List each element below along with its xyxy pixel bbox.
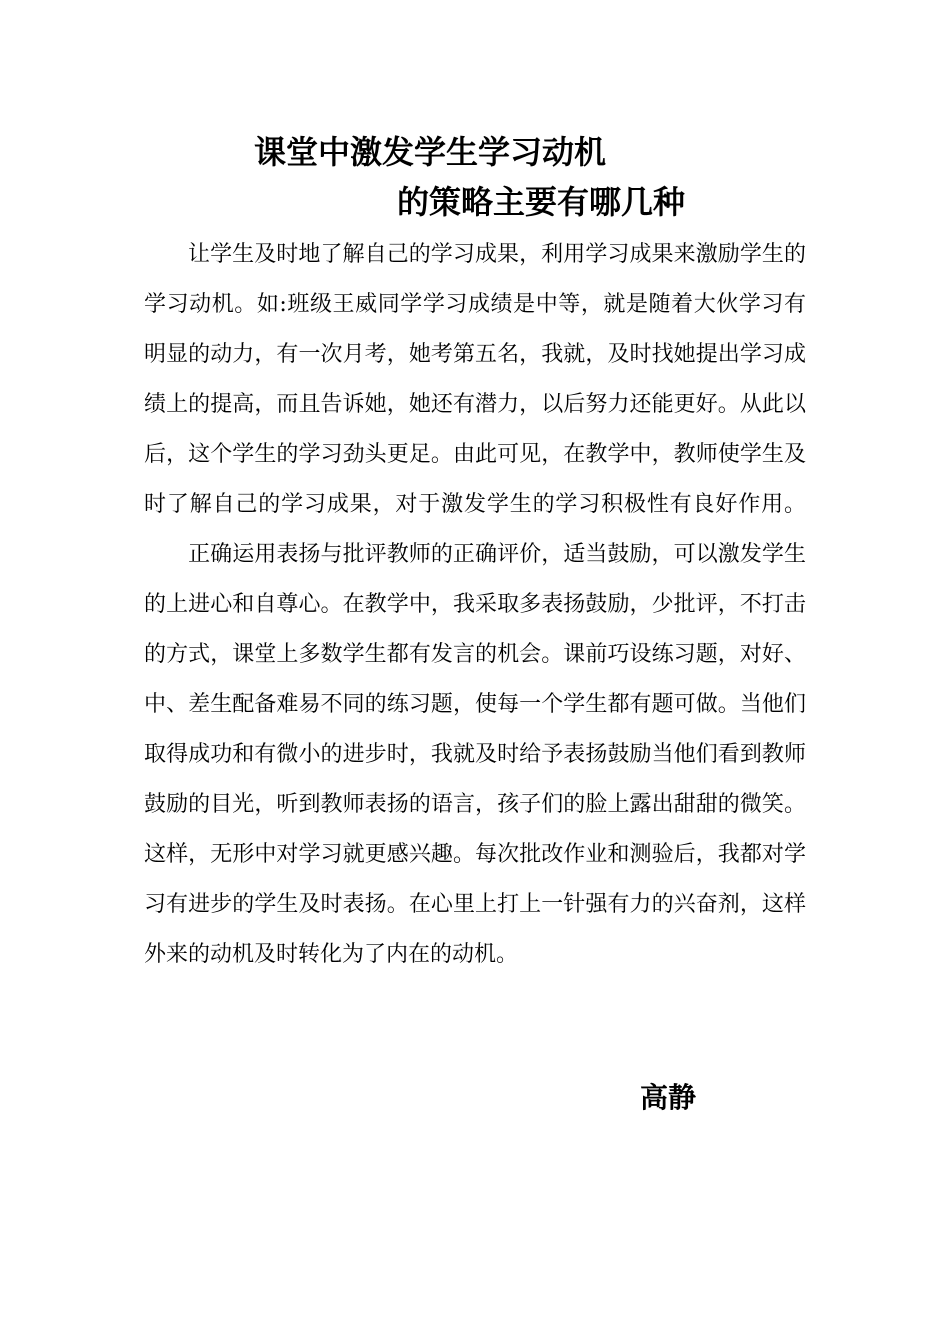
author-signature: 高静 bbox=[640, 1081, 697, 1114]
document-title-line-1: 课堂中激发学生学习动机 bbox=[254, 133, 607, 171]
document-title-line-2: 的策略主要有哪几种 bbox=[397, 183, 686, 221]
document-body bbox=[144, 230, 806, 980]
paragraph-1-text: 让学生及时地了解自己的学习成果，利用学习成果来激励学生的学习动机。如:班级王威同学学习成绩是中等，就是随着大伙学习有明显的动力，有一次月考，她考第五名，我就，及时找她提出学习成绩上的提高，而且告诉她，她还有潜力，以后努力还能更好。从此以后，这个学生的学习劲头更足。由此可见，在教学中，教师使学生及时了解自己的学习成果，对于激发学生的学习积极性有良好作用。 bbox=[144, 242, 806, 517]
paragraph-2-text: 正确运用表扬与批评教师的正确评价，适当鼓励，可以激发学生的上进心和自尊心。在教学中，我采取多表扬鼓励，少批评，不打击的方式，课堂上多数学生都有发言的机会。课前巧设练习题，对好、中、差生配备难易不同的练习题，使每一个学生都有题可做。当他们取得成功和有微小的进步时，我就及时给予表扬鼓励当他们看到教师鼓励的目光，听到教师表扬的语言，孩子们的脸上露出甜甜的微笑。这样，无形中对学习就更感兴趣。每次批改作业和测验后，我都对学习有进步的学生及时表扬。在心里上打上一针强有力的兴奋剂，这样外来的动机及时转化为了内在的动机。 bbox=[144, 542, 806, 967]
body-paragraph bbox=[144, 230, 806, 980]
